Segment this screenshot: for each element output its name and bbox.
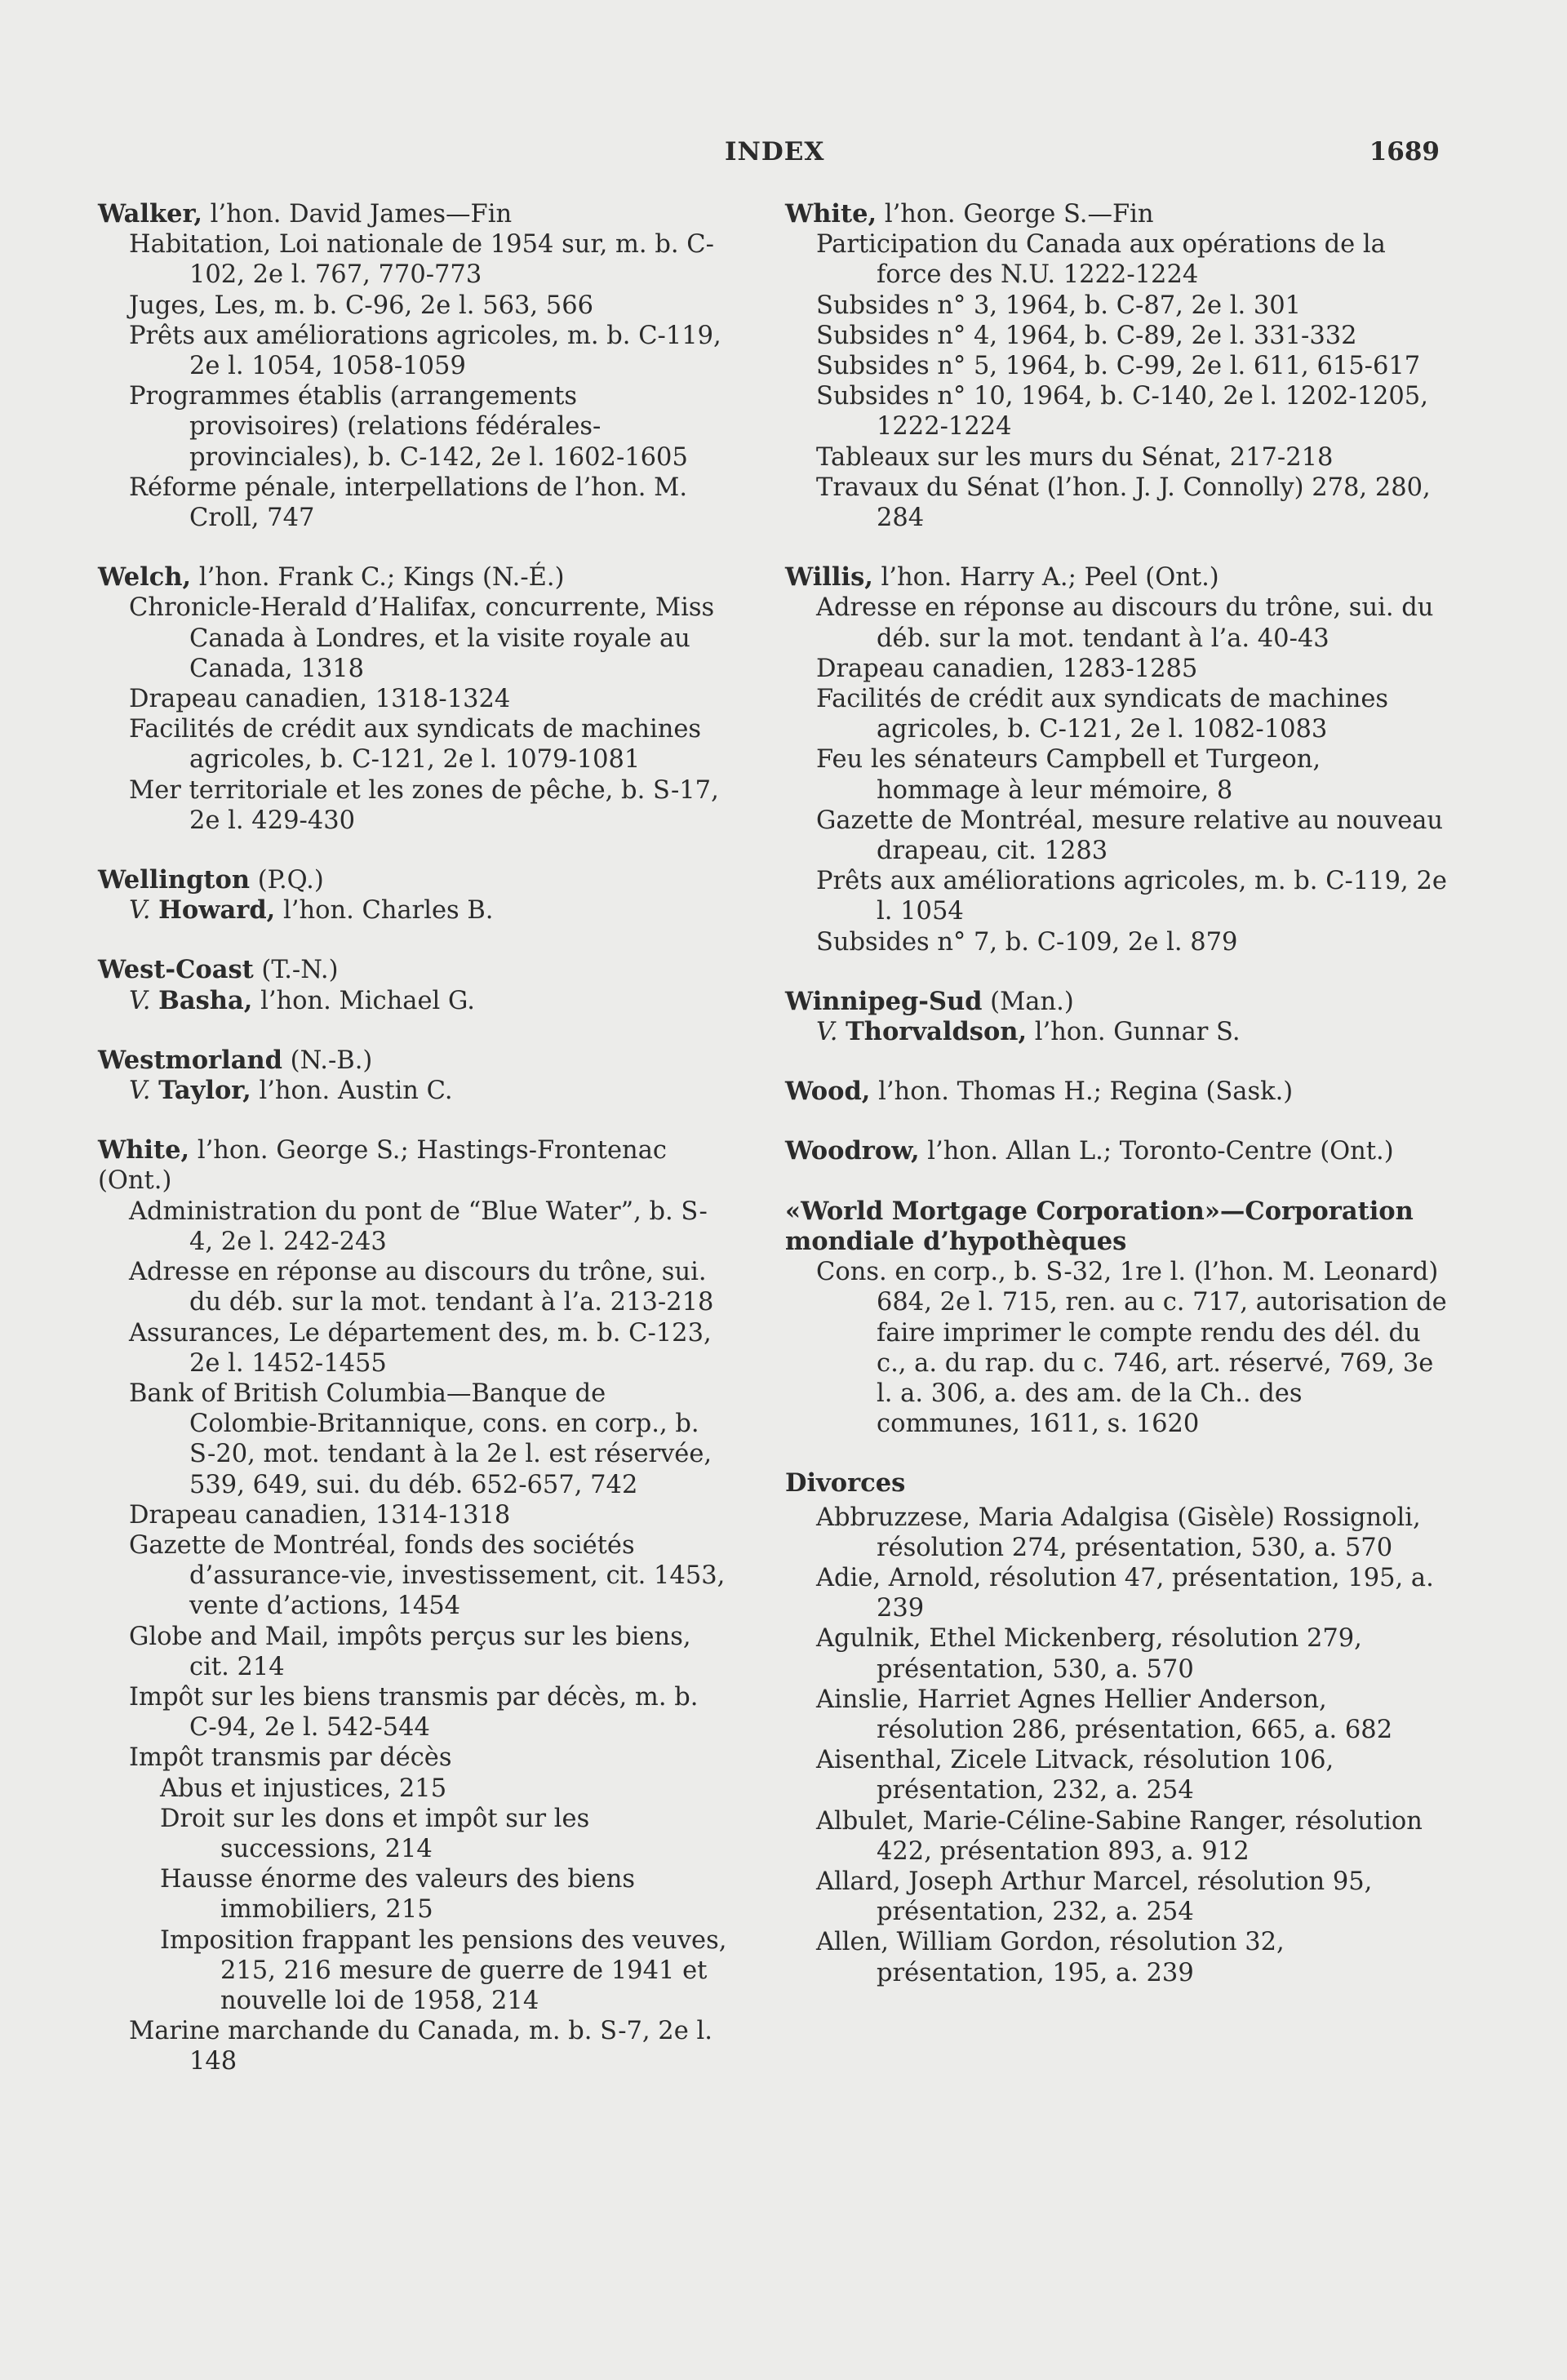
- left-column: [98, 199, 730, 2107]
- right-column: [785, 199, 1451, 1988]
- index-item: Subsides n° 3, 1964, b. C-87, 2e l. 301: [816, 291, 1302, 320]
- index-item: Feu les sénateurs Campbell et Turgeon, hommage à leur mémoire, 8: [816, 745, 1321, 805]
- entry-heading: [98, 955, 730, 985]
- entry-name: Wellington: [98, 865, 251, 895]
- index-item: Travaux du Sénat (l’hon. J. J. Connolly) 278, 280, 284: [816, 473, 1431, 533]
- divorce-item: Abbruzzese, Maria Adalgisa (Gisèle) Rossignoli, résolution 274, présentation, 530, a. 570: [816, 1503, 1421, 1562]
- index-item: Participation du Canada aux opérations de la force des N.U. 1222-1224: [816, 230, 1386, 290]
- see-target: Thorvaldson,: [846, 1017, 1028, 1047]
- see-reference: [785, 1017, 1451, 1047]
- index-item: Facilités de crédit aux syndicats de machines agricoles, b. C-121, 2e l. 1082-1083: [816, 685, 1389, 744]
- index-item: Subsides n° 4, 1964, b. C-89, 2e l. 331-332: [816, 321, 1357, 350]
- entry-qualifier: (T.-N.): [253, 956, 339, 985]
- entry-name: White,: [785, 199, 877, 229]
- see-reference: [98, 1076, 730, 1106]
- entry-qualifier: l’hon. Harry A.; Peel (Ont.): [872, 563, 1219, 593]
- index-item: Globe and Mail, impôts perçus sur les biens, cit. 214: [129, 1622, 691, 1681]
- index-item: Tableaux sur les murs du Sénat, 217-218: [816, 442, 1334, 472]
- index-item: Impôt sur les biens transmis par décès, m. b. C-94, 2e l. 542-544: [129, 1682, 699, 1743]
- see-prefix: V.: [129, 1077, 159, 1106]
- index-entry: [785, 1136, 1451, 1166]
- entry-heading: [785, 199, 1451, 229]
- index-item: Gazette de Montréal, mesure relative au nouveau drapeau, cit. 1283: [816, 806, 1444, 866]
- divorce-item: Albulet, Marie-Céline-Sabine Ranger, résolution 422, présentation 893, a. 912: [816, 1806, 1423, 1866]
- entry-name: Willis,: [785, 562, 873, 593]
- see-prefix: V.: [129, 986, 159, 1015]
- index-item: Mer territoriale et les zones de pêche, b. S-17, 2e l. 429-430: [129, 775, 719, 835]
- index-item: Adresse en réponse au discours du trône, sui. du déb. sur la mot. tendant à l’a. 40-43: [816, 593, 1434, 653]
- entry-name: Walker,: [98, 199, 202, 229]
- entry-qualifier: (P.Q.): [250, 866, 324, 895]
- entry-heading: [98, 199, 730, 229]
- divorce-item: Allen, William Gordon, résolution 32, présentation, 195, a. 239: [816, 1928, 1285, 1987]
- index-item: Programmes établis (arrangements provisoires) (relations fédérales-provinciales), b. C-142, 2e l. 1602-1605: [129, 382, 688, 472]
- see-prefix: V.: [816, 1018, 846, 1047]
- page-header: [0, 137, 1567, 178]
- divorces-heading: Divorces: [785, 1468, 906, 1499]
- index-item: Assurances, Le département des, m. b. C-123, 2e l. 1452-1455: [129, 1318, 712, 1378]
- entry-qualifier: l’hon. Frank C.; Kings (N.-É.): [191, 563, 565, 593]
- see-prefix: V.: [129, 896, 159, 926]
- index-subitem: Droit sur les dons et impôt sur les successions, 214: [160, 1804, 590, 1863]
- entry-qualifier: (Man.): [982, 987, 1074, 1016]
- index-entry: [98, 562, 730, 836]
- index-item: Subsides n° 5, 1964, b. C-99, 2e l. 611, 615-617: [816, 352, 1421, 381]
- index-item: Prêts aux améliorations agricoles, m. b. C-119, 2e l. 1054, 1058-1059: [129, 321, 721, 381]
- entry-qualifier: l’hon. George S.; Hastings-Frontenac (Ont.): [98, 1136, 667, 1196]
- index-entry: [98, 865, 730, 926]
- divorce-item: Allard, Joseph Arthur Marcel, résolution 95, présentation, 232, a. 254: [816, 1867, 1373, 1927]
- index-item: Habitation, Loi nationale de 1954 sur, m. b. C-102, 2e l. 767, 770-773: [129, 230, 714, 290]
- page-title: INDEX: [725, 137, 825, 167]
- see-rest: l’hon. Gunnar S.: [1027, 1018, 1241, 1047]
- index-subitem: Hausse énorme des valeurs des biens immobiliers, 215: [160, 1865, 636, 1925]
- index-entry: [98, 199, 730, 533]
- entry-heading: [98, 1046, 730, 1076]
- entry-heading: [98, 1135, 730, 1196]
- index-entry: [98, 955, 730, 1015]
- entry-heading: [785, 562, 1451, 593]
- see-target: Basha,: [158, 985, 253, 1015]
- see-reference: [98, 986, 730, 1016]
- entry-qualifier: l’hon. George S.—Fin: [877, 200, 1154, 229]
- entry-heading: [98, 562, 730, 593]
- see-rest: l’hon. Michael G.: [252, 986, 475, 1015]
- entry-qualifier: (N.-B.): [282, 1046, 373, 1075]
- index-entry: [98, 1046, 730, 1106]
- index-item: Gazette de Montréal, fonds des sociétés d’assurance-vie, investissement, cit. 1453, vente d’actions, 1454: [129, 1530, 726, 1621]
- divorce-item: Ainslie, Harriet Agnes Hellier Anderson, résolution 286, présentation, 665, a. 682: [816, 1685, 1393, 1744]
- index-item: Marine marchande du Canada, m. b. S-7, 2e l. 148: [129, 2017, 712, 2076]
- entry-heading: [785, 987, 1451, 1017]
- entry-qualifier: l’hon. David James—Fin: [202, 200, 513, 229]
- see-rest: l’hon. Austin C.: [251, 1077, 453, 1106]
- index-subitem: Imposition frappant les pensions des veuves, 215, 216 mesure de guerre de 1941 et nouvelle loi de 1958, 214: [160, 1925, 727, 2015]
- entry-qualifier: l’hon. Thomas H.; Regina (Sask.): [870, 1077, 1294, 1107]
- page-number: 1689: [1369, 137, 1440, 167]
- index-entry: [785, 1077, 1451, 1107]
- index-subitem: Abus et injustices, 215: [160, 1774, 447, 1803]
- entry-qualifier: l’hon. Allan L.; Toronto-Centre (Ont.): [919, 1137, 1394, 1166]
- index-item: Subsides n° 10, 1964, b. C-140, 2e l. 1202-1205, 1222-1224: [816, 382, 1428, 442]
- divorce-item: Adie, Arnold, résolution 47, présentation, 195, a. 239: [816, 1563, 1434, 1623]
- entry-name: Winnipeg-Sud: [785, 986, 983, 1016]
- entry-name: «World Mortgage Corporation»—Corporation mondiale d’hypothèques: [785, 1196, 1414, 1256]
- index-entry: [785, 1197, 1451, 1440]
- entry-name: West-Coast: [98, 955, 254, 985]
- divorce-item: Agulnik, Ethel Mickenberg, résolution 279, présentation, 530, a. 570: [816, 1624, 1362, 1684]
- index-item: Bank of British Columbia—Banque de Colombie-Britannique, cons. en corp., b. S-20, mot. tendant à la 2e l. est réservée, 539, 649, sui. du déb. 652-657, 742: [129, 1379, 712, 1499]
- divorce-item: Aisenthal, Zicele Litvack, résolution 106, présentation, 232, a. 254: [816, 1746, 1334, 1805]
- index-item: Adresse en réponse au discours du trône, sui. du déb. sur la mot. tendant à l’a. 213-218: [129, 1258, 714, 1317]
- index-entry: [785, 987, 1451, 1047]
- index-item: Administration du pont de “Blue Water”, b. S-4, 2e l. 242-243: [129, 1197, 708, 1256]
- entry-name: Westmorland: [98, 1045, 282, 1075]
- index-entry: [785, 562, 1451, 957]
- index-item: Cons. en corp., b. S-32, 1re l. (l’hon. M. Leonard) 684, 2e l. 715, ren. au c. 717, autorisation de faire imprimer le compte rendu des dél. du c., a. du rap. du c. 746, art. réservé, 769, 3e l. a. 306, a. des am. de la Ch.. des communes, 1611, s. 1620: [816, 1258, 1447, 1439]
- index-item: Chronicle-Herald d’Halifax, concurrente, Miss Canada à Londres, et la visite royale au Canada, 1318: [129, 593, 715, 683]
- index-item: Drapeau canadien, 1314-1318: [129, 1500, 511, 1530]
- index-item: Facilités de crédit aux syndicats de machines agricoles, b. C-121, 2e l. 1079-1081: [129, 715, 702, 775]
- index-item: Drapeau canadien, 1283-1285: [816, 654, 1198, 683]
- index-item: Juges, Les, m. b. C-96, 2e l. 563, 566: [129, 291, 594, 320]
- index-item: Impôt transmis par décès: [129, 1743, 452, 1773]
- see-target: Howard,: [158, 895, 276, 926]
- index-item: Réforme pénale, interpellations de l’hon. M. Croll, 747: [129, 473, 688, 533]
- see-target: Taylor,: [158, 1076, 251, 1106]
- index-item: Subsides n° 7, b. C-109, 2e l. 879: [816, 927, 1238, 957]
- index-entry: [98, 1135, 730, 2076]
- see-rest: l’hon. Charles B.: [275, 896, 494, 926]
- entry-heading: [785, 1136, 1451, 1166]
- index-entry: [785, 199, 1451, 533]
- entry-name: Welch,: [98, 562, 192, 593]
- entry-name: Woodrow,: [785, 1136, 920, 1166]
- entry-heading: [98, 865, 730, 895]
- entry-heading: [785, 1197, 1451, 1257]
- see-reference: [98, 895, 730, 926]
- index-item: Drapeau canadien, 1318-1324: [129, 685, 511, 714]
- index-item: Prêts aux améliorations agricoles, m. b. C-119, 2e l. 1054: [816, 867, 1447, 926]
- entry-heading: [785, 1077, 1451, 1107]
- entry-name: White,: [98, 1135, 190, 1166]
- entry-name: Wood,: [785, 1077, 871, 1107]
